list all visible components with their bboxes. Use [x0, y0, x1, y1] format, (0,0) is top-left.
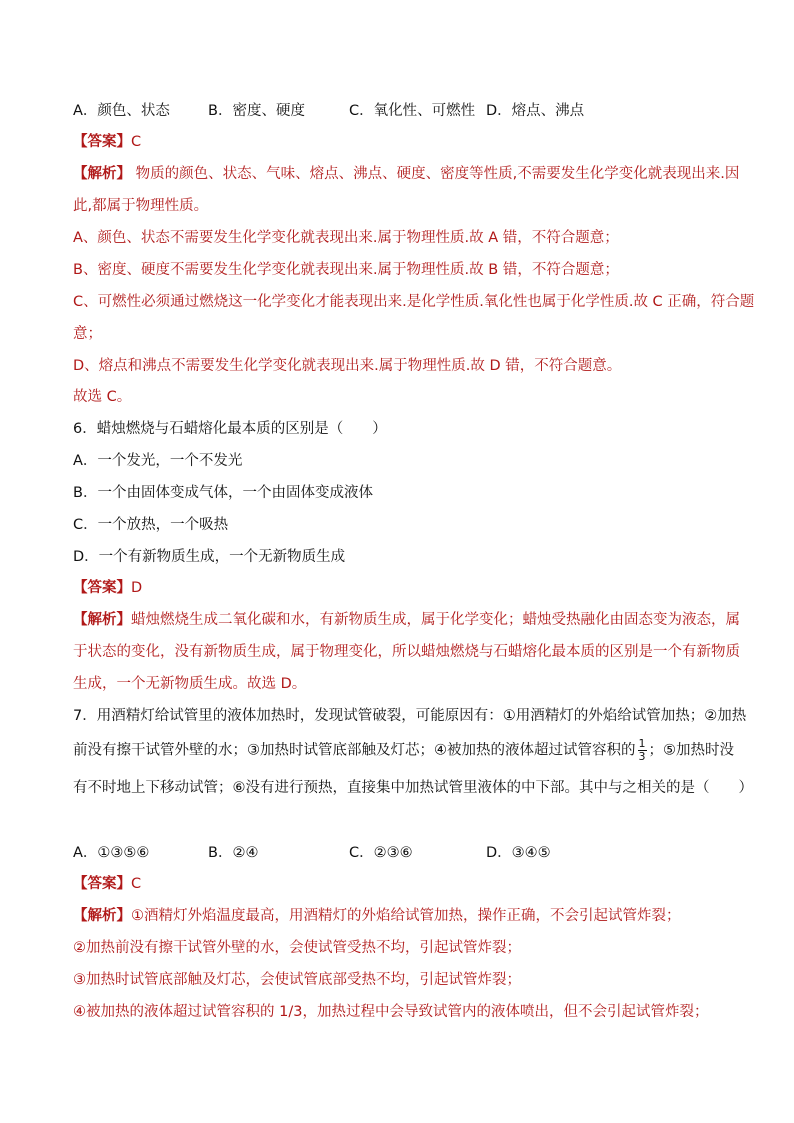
- q7-option-c: C．②③⑥: [349, 845, 413, 861]
- q5-answer: [73, 132, 141, 152]
- q5-option-d: D．熔点、沸点: [486, 103, 585, 119]
- q7-analysis-line1: [73, 906, 681, 926]
- q5-analysis-line-d: D、熔点和沸点不需要发生化学变化就表现出来.属于物理性质.故 D 错，不符合题意。: [73, 358, 622, 374]
- q7-analysis-text1: ①酒精灯外焰温度最高，用酒精灯的外焰给试管加热，操作正确，不会引起试管炸裂；: [131, 908, 681, 924]
- q7-option-b: B．②④: [208, 845, 259, 861]
- q5-analysis-line-c1: C、可燃性必须通过燃烧这一化学变化才能表现出来.是化学性质.氧化性也属于化学性质.故 C 正确，符合题: [73, 294, 755, 310]
- q5-option-b: B．密度、硬度: [208, 103, 305, 119]
- q6-analysis-text1: 蜡烛燃烧生成二氧化碳和水，有新物质生成，属于化学变化；蜡烛受热融化由固态变为液态，属: [131, 612, 740, 628]
- q5-conclusion: 故选 C。: [73, 389, 132, 405]
- q7-stem-line1: 7．用酒精灯给试管里的液体加热时，发现试管破裂，可能原因有：①用酒精灯的外焰给试管加热；②加热: [73, 708, 747, 724]
- q7-options: [73, 843, 551, 863]
- q5-analysis-text1: 物质的颜色、状态、气味、熔点、沸点、硬度、密度等性质,不需要发生化学变化就表现出来.因: [135, 166, 740, 182]
- q6-stem: 6．蜡烛燃烧与石蜡熔化最本质的区别是（ ）: [73, 421, 387, 437]
- q7-answer-value: C: [131, 876, 142, 892]
- q5-option-a: A．颜色、状态: [73, 103, 170, 119]
- q5-analysis-line-c2: 意；: [73, 326, 102, 342]
- q5-answer-tag: 【答案】: [73, 134, 131, 150]
- q7-option-d: D．③④⑤: [486, 845, 551, 861]
- q5-answer-value: C: [131, 134, 142, 150]
- q7-analysis-line4: ④被加热的液体超过试管容积的 1/3，加热过程中会导致试管内的液体喷出，但不会引起试管炸裂；: [73, 1004, 709, 1020]
- fraction-denominator: 3: [638, 750, 646, 763]
- q5-analysis-line1: [73, 164, 739, 184]
- q5-option-c: C．氧化性、可燃性: [349, 103, 476, 119]
- q7-answer-tag: 【答案】: [73, 876, 131, 892]
- q5-analysis-line-a: A、颜色、状态不需要发生化学变化就表现出来.属于物理性质.故 A 错，不符合题意；: [73, 230, 619, 246]
- q6-option-d: D．一个有新物质生成，一个无新物质生成: [73, 549, 346, 565]
- q6-option-c: C．一个放热，一个吸热: [73, 517, 229, 533]
- q7-stem-line3: 有不时地上下移动试管；⑥没有进行预热，直接集中加热试管里液体的中下部。其中与之相关的是（ ）: [73, 780, 753, 796]
- q6-option-a: A．一个发光，一个不发光: [73, 453, 243, 469]
- q7-option-a: A．①③⑤⑥: [73, 845, 150, 861]
- q5-analysis-tag: 【解析】: [73, 166, 131, 182]
- q7-analysis-line2: ②加热前没有擦干试管外壁的水，会使试管受热不均，引起试管炸裂；: [73, 940, 521, 956]
- q6-analysis-line3: 生成，一个无新物质生成。故选 D。: [73, 676, 307, 692]
- q6-answer: [73, 578, 142, 598]
- q5-analysis-line-b: B、密度、硬度不需要发生化学变化就表现出来.属于物理性质.故 B 错，不符合题意；: [73, 262, 619, 278]
- one-third-fraction: [638, 738, 647, 763]
- q6-analysis-line1: [73, 610, 740, 630]
- q5-options: [73, 101, 584, 121]
- fraction-numerator: 1: [638, 737, 646, 750]
- q7-analysis-tag: 【解析】: [73, 908, 131, 924]
- q7-analysis-line3: ③加热时试管底部触及灯芯，会使试管底部受热不均，引起试管炸裂；: [73, 972, 521, 988]
- q6-answer-value: D: [131, 580, 143, 596]
- q7-stem-line2: [73, 738, 734, 763]
- q5-analysis-line2: 此,都属于物理性质。: [73, 198, 209, 214]
- q6-analysis-tag: 【解析】: [73, 612, 131, 628]
- q7-stem-line2-post: ；⑤加热时没: [648, 742, 734, 759]
- q6-option-b: B．一个由固体变成气体，一个由固体变成液体: [73, 485, 373, 501]
- q7-stem-line2-pre: 前没有擦干试管外壁的水；③加热时试管底部触及灯芯；④被加热的液体超过试管容积的: [73, 742, 636, 759]
- q6-analysis-line2: 于状态的变化，没有新物质生成，属于物理变化，所以蜡烛燃烧与石蜡熔化最本质的区别是一个有新物质: [73, 644, 740, 660]
- q7-answer: [73, 874, 141, 894]
- q6-answer-tag: 【答案】: [73, 580, 131, 596]
